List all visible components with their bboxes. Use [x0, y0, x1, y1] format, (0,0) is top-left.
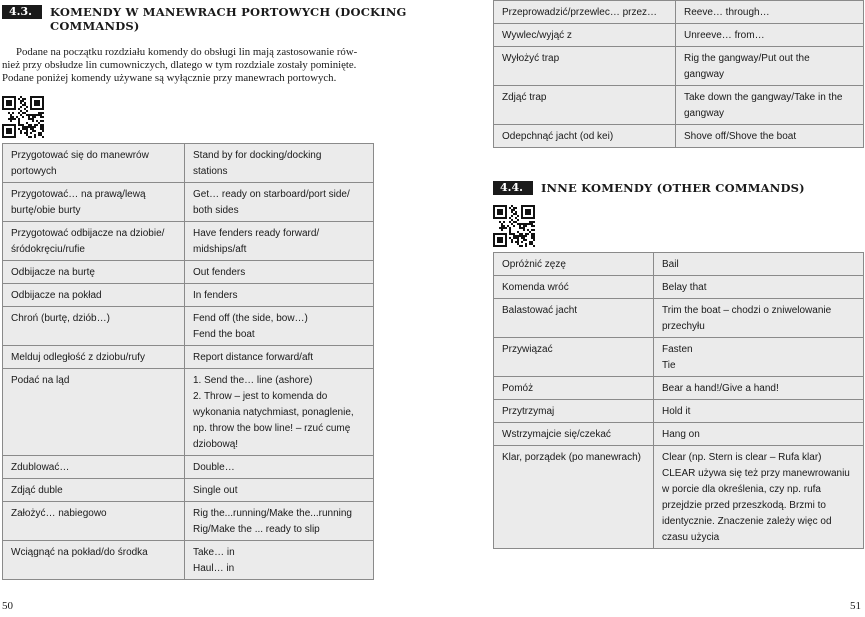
table-row: [3, 284, 374, 307]
polish-command-cell: Odepchnąć jacht (od kei): [494, 125, 676, 148]
intro-paragraph: [2, 46, 372, 85]
polish-command-cell: Wciągnąć na pokład/do środka: [3, 541, 185, 580]
english-command-cell: Out fenders: [185, 261, 374, 284]
english-command-cell: Shove off/Shove the boat: [676, 125, 864, 148]
polish-command-cell: Zdjąć duble: [3, 479, 185, 502]
polish-command-cell: Przygotować odbijacze na dziobie/ śródokręciu/rufie: [3, 222, 185, 261]
polish-command-cell: Przytrzymaj: [494, 400, 654, 423]
table-row: [494, 299, 864, 338]
section-heading-4-4: [493, 181, 805, 195]
polish-command-cell: Podać na ląd: [3, 369, 185, 456]
english-command-cell: Unreeve… from…: [676, 24, 864, 47]
english-command-cell: Bear a hand!/Give a hand!: [654, 377, 864, 400]
english-command-cell: Take… in Haul… in: [185, 541, 374, 580]
table-row: [3, 222, 374, 261]
table-row: [494, 276, 864, 299]
english-command-cell: Double…: [185, 456, 374, 479]
english-command-cell: Fasten Tie: [654, 338, 864, 377]
table-row: [3, 307, 374, 346]
table-row: [494, 125, 864, 148]
qr-code-icon[interactable]: [493, 205, 535, 247]
polish-command-cell: Przywiązać: [494, 338, 654, 377]
english-command-cell: Stand by for docking/docking stations: [185, 144, 374, 183]
polish-command-cell: Opróżnić zęzę: [494, 253, 654, 276]
table-row: [494, 86, 864, 125]
english-command-cell: In fenders: [185, 284, 374, 307]
english-command-cell: Get… ready on starboard/port side/ both sides: [185, 183, 374, 222]
polish-command-cell: Założyć… nabiegowo: [3, 502, 185, 541]
polish-command-cell: Odbijacze na pokład: [3, 284, 185, 307]
section-number: 4.4.: [493, 181, 533, 195]
table-row: [3, 144, 374, 183]
right-page: [432, 0, 865, 617]
table-row: [3, 183, 374, 222]
english-command-cell: Rig the...running/Make the...running Rig/Make the ... ready to slip: [185, 502, 374, 541]
other-commands-table: [493, 252, 864, 549]
table-row: [494, 47, 864, 86]
english-command-cell: Bail: [654, 253, 864, 276]
table-row: [494, 400, 864, 423]
polish-command-cell: Pomóż: [494, 377, 654, 400]
section-title-line: COMMANDS): [49, 19, 140, 33]
intro-line: nież przy obsłudze lin cumowniczych, dlatego w tym rozdziale zostały pominięte.: [2, 59, 357, 71]
table-row: [3, 541, 374, 580]
left-page: [0, 0, 432, 617]
polish-command-cell: Zdublować…: [3, 456, 185, 479]
page-number-left: 50: [2, 600, 13, 612]
english-command-cell: 1. Send the… line (ashore) 2. Throw – jest to komenda do wykonania natychmiast, ponaglenie, np. throw the bow line! – rzuć cumę dziobową!: [185, 369, 374, 456]
section-number: 4.3.: [2, 5, 42, 19]
table-row: [3, 369, 374, 456]
english-command-cell: Rig the gangway/Put out the gangway: [676, 47, 864, 86]
qr-code-icon[interactable]: [2, 96, 44, 138]
polish-command-cell: Przygotować… na prawą/lewą burtę/obie burty: [3, 183, 185, 222]
polish-command-cell: Klar, porządek (po manewrach): [494, 446, 654, 549]
english-command-cell: Report distance forward/aft: [185, 346, 374, 369]
english-command-cell: Hold it: [654, 400, 864, 423]
table-row: [494, 253, 864, 276]
intro-line: Podane na początku rozdziału komendy do obsługi lin mają zastosowanie rów-: [16, 46, 358, 58]
english-command-cell: Fend off (the side, bow…) Fend the boat: [185, 307, 374, 346]
english-command-cell: Hang on: [654, 423, 864, 446]
polish-command-cell: Wstrzymajcie się/czekać: [494, 423, 654, 446]
polish-command-cell: Melduj odległość z dziobu/rufy: [3, 346, 185, 369]
table-row: [3, 261, 374, 284]
table-row: [494, 423, 864, 446]
polish-command-cell: Komenda wróć: [494, 276, 654, 299]
polish-command-cell: Balastować jacht: [494, 299, 654, 338]
polish-command-cell: Wyłożyć trap: [494, 47, 676, 86]
page-number-right: 51: [850, 600, 861, 612]
section-title: [50, 5, 407, 33]
english-command-cell: Single out: [185, 479, 374, 502]
polish-command-cell: Przygotować się do manewrów portowych: [3, 144, 185, 183]
polish-command-cell: Zdjąć trap: [494, 86, 676, 125]
table-row: [494, 24, 864, 47]
polish-command-cell: Chroń (burtę, dziób…): [3, 307, 185, 346]
english-command-cell: Trim the boat – chodzi o zniwelowanie przechyłu: [654, 299, 864, 338]
english-command-cell: Reeve… through…: [676, 1, 864, 24]
polish-command-cell: Odbijacze na burtę: [3, 261, 185, 284]
intro-line: Podane poniżej komendy używane są wyłącznie przy manewrach portowych.: [2, 72, 337, 84]
polish-command-cell: Wywlec/wyjąć z: [494, 24, 676, 47]
section-title: INNE KOMENDY (OTHER COMMANDS): [540, 181, 805, 195]
section-heading-4-3: [2, 5, 407, 33]
table-row: [494, 377, 864, 400]
english-command-cell: Belay that: [654, 276, 864, 299]
table-row: [3, 456, 374, 479]
docking-commands-table-continued: [493, 0, 864, 148]
table-row: [3, 502, 374, 541]
english-command-cell: Have fenders ready forward/ midships/aft: [185, 222, 374, 261]
table-row: [494, 446, 864, 549]
table-row: [494, 338, 864, 377]
table-row: [3, 346, 374, 369]
section-title-line: KOMENDY W MANEWRACH PORTOWYCH (DOCKING: [49, 5, 407, 19]
docking-commands-table: [2, 143, 374, 580]
table-row: [494, 1, 864, 24]
polish-command-cell: Przeprowadzić/przewlec… przez…: [494, 1, 676, 24]
english-command-cell: Clear (np. Stern is clear – Rufa klar) CLEAR używa się też przy manewrowaniu w porcie dla określenia, czy np. rufa przejdzie przed przeszkodą. Brzmi to identycznie. Znaczenie zależy więc od czasu użycia: [654, 446, 864, 549]
english-command-cell: Take down the gangway/Take in the gangway: [676, 86, 864, 125]
table-row: [3, 479, 374, 502]
